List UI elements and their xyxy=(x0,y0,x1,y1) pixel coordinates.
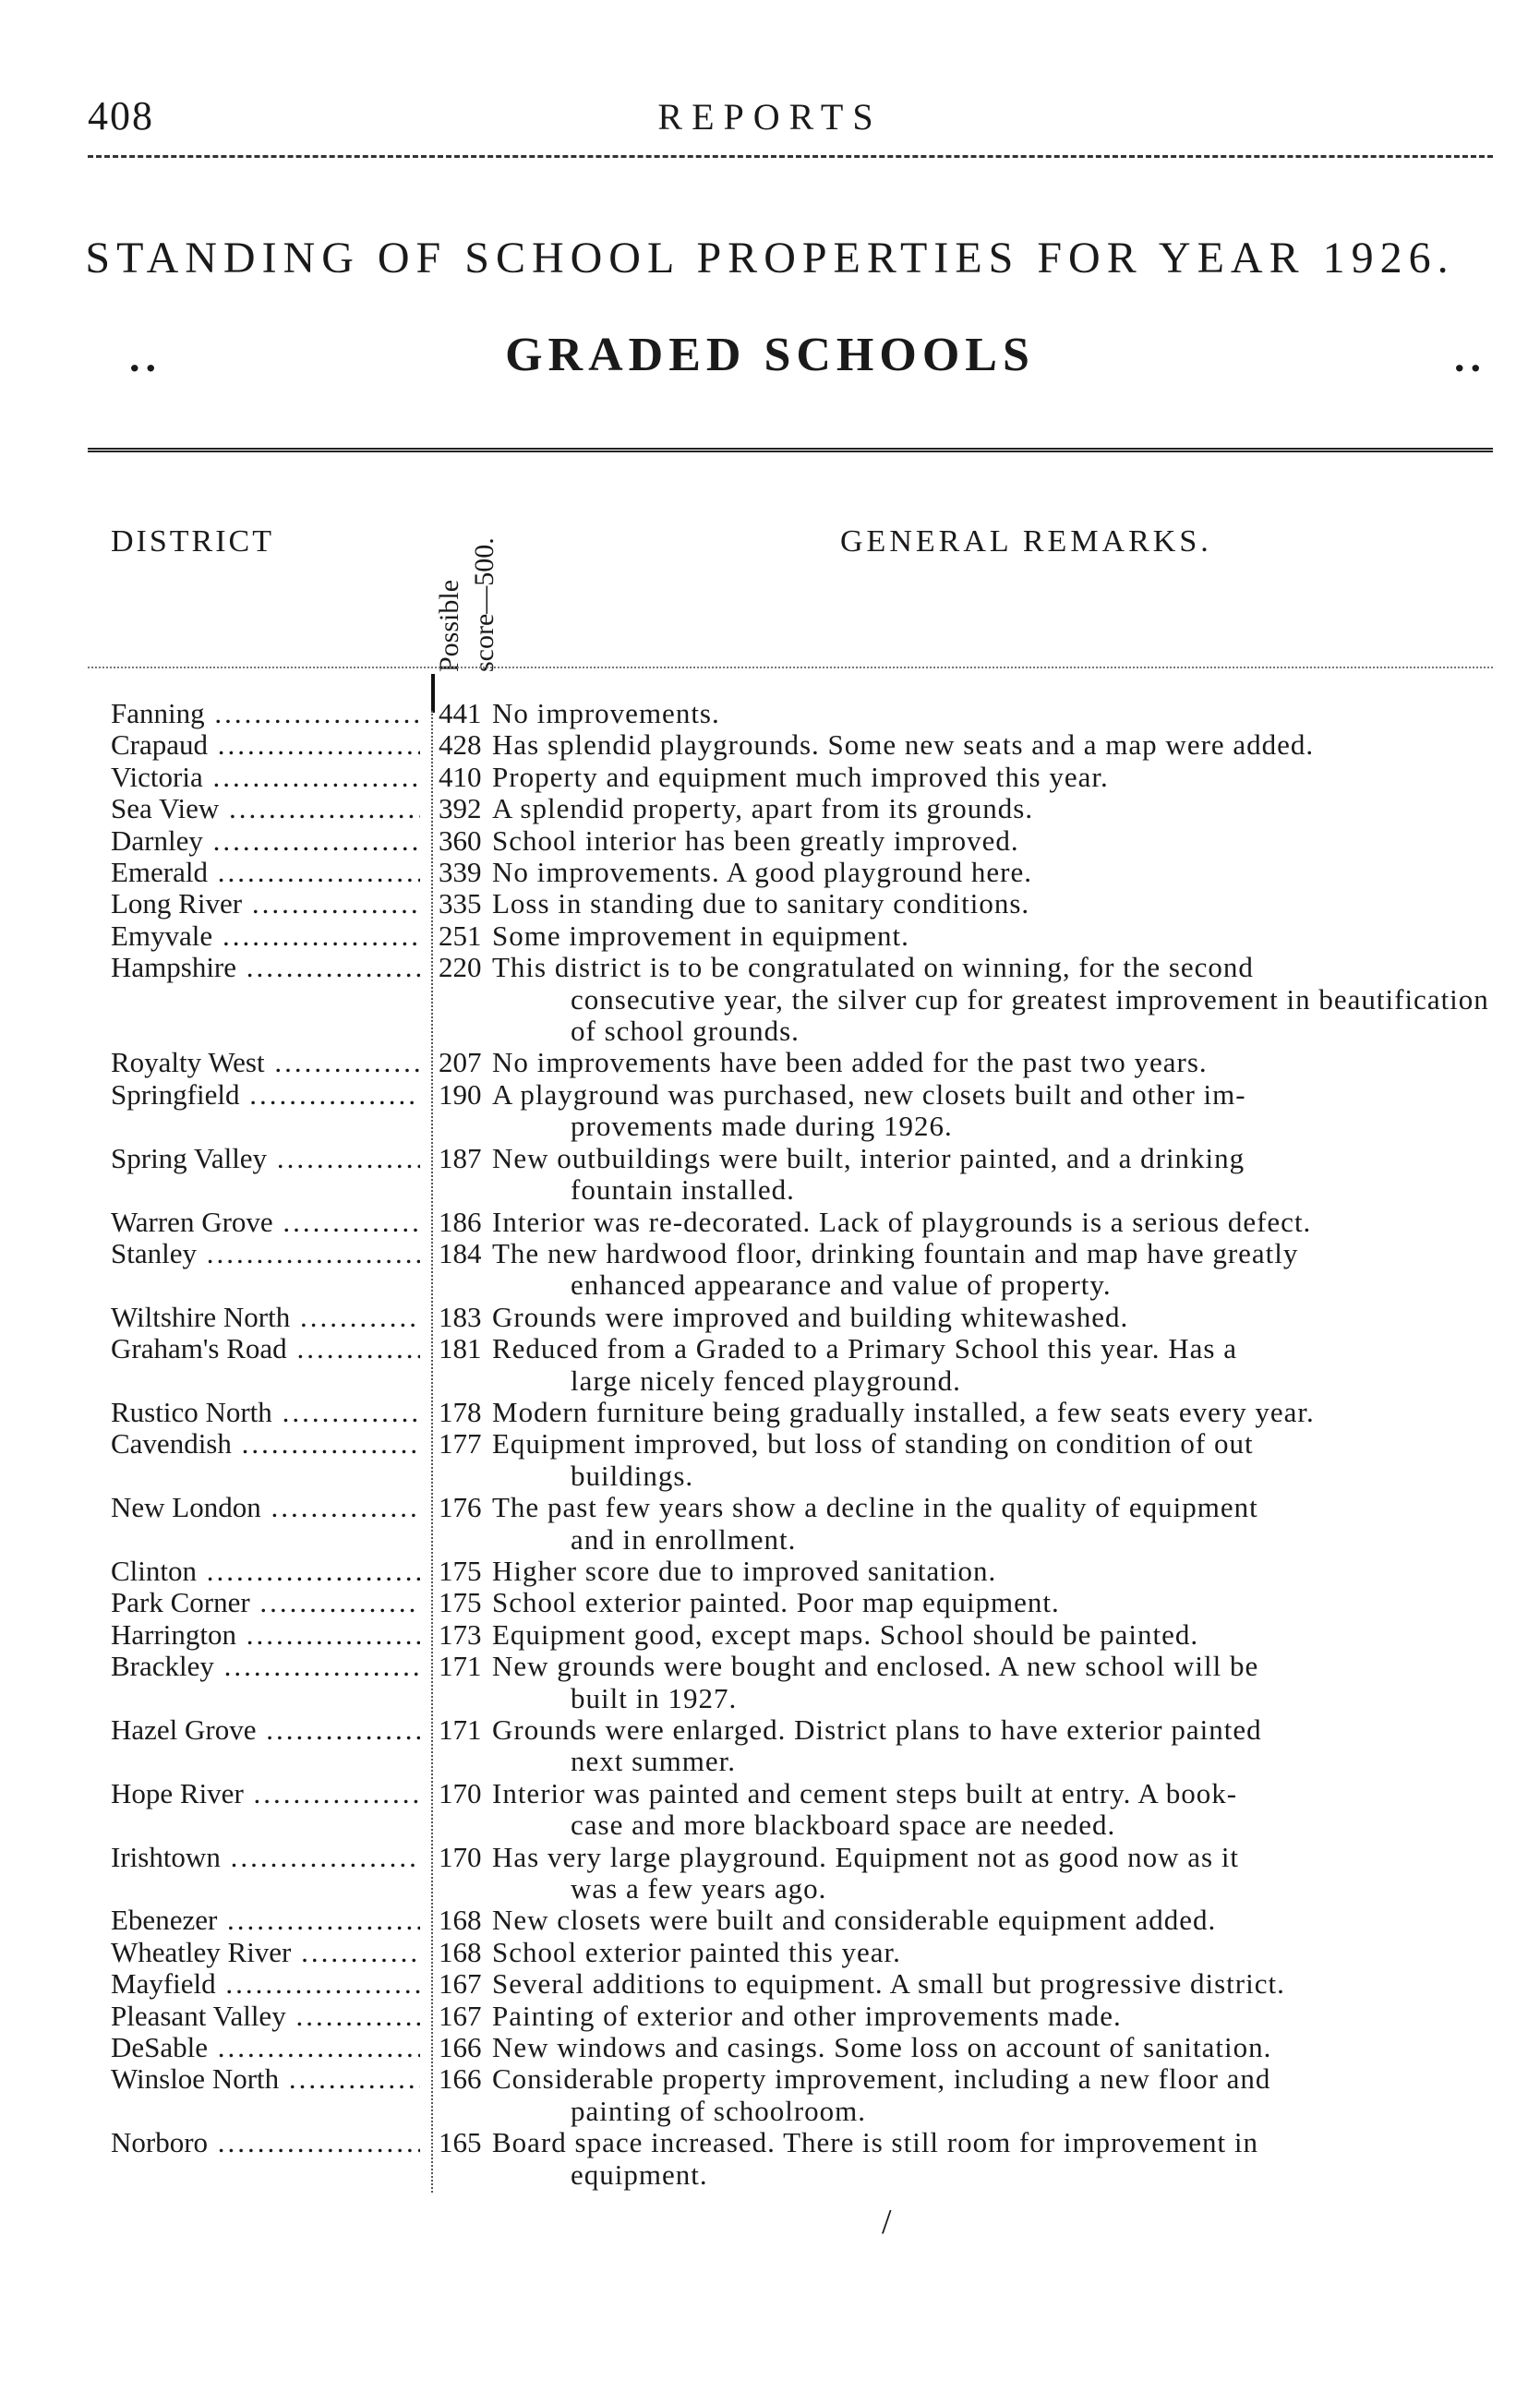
remark-text: No improvements have been added for the past two years. xyxy=(492,1046,1208,1079)
table-row xyxy=(0,1619,1540,1651)
table-row xyxy=(0,2032,1540,2063)
remark-cell xyxy=(492,952,1503,1047)
score-value: 170 xyxy=(439,1776,482,1809)
table-row xyxy=(0,857,1540,888)
table-row xyxy=(0,1047,1540,1078)
remark-cell xyxy=(492,1619,1503,1651)
remark-cell xyxy=(492,1397,1503,1428)
table-row xyxy=(0,2063,1540,2127)
district-name: Brackley ..... xyxy=(0,1651,420,1714)
remark-text: Loss in standing due to sanitary conditions. xyxy=(492,887,1030,920)
district-name: Hazel Grove ..... xyxy=(0,1714,420,1778)
table-row xyxy=(0,825,1540,857)
district-name: Clinton ..... xyxy=(0,1556,420,1587)
score-value: 207 xyxy=(439,1046,482,1079)
column-header-district: DISTRICT xyxy=(111,524,274,559)
remark-cell xyxy=(492,2032,1503,2063)
remark-text: The new hardwood floor, drinking fountain and map have greatly xyxy=(492,1236,1299,1269)
remark-text: Board space increased. There is still room for improvement in xyxy=(492,2126,1259,2159)
score-value: 166 xyxy=(439,2062,482,2096)
district-name: New London ..... xyxy=(0,1492,420,1556)
table-row xyxy=(0,1428,1540,1492)
remark-text: Some improvement in equipment. xyxy=(492,919,909,952)
top-rule xyxy=(88,155,1493,158)
remark-cell xyxy=(492,1047,1503,1078)
score-value: 167 xyxy=(439,1999,482,2032)
district-name: Cavendish ..... xyxy=(0,1428,420,1492)
district-name: Mayfield ..... xyxy=(0,1968,420,2000)
district-name: Graham's Road ..... xyxy=(0,1333,420,1397)
score-value: 335 xyxy=(439,887,482,920)
remark-text: Grounds were improved and building whitewashed. xyxy=(492,1300,1129,1333)
table-row xyxy=(0,1238,1540,1302)
standings-table xyxy=(0,698,1540,2191)
score-value: 171 xyxy=(439,1650,482,1683)
header-rule-top xyxy=(88,448,1493,452)
remark-text: School exterior painted this year. xyxy=(492,1935,901,1968)
score-value: 166 xyxy=(439,2031,482,2064)
page-number: 408 xyxy=(88,93,154,138)
score-header-line2: score—500. xyxy=(469,537,499,672)
remark-cell xyxy=(492,1587,1503,1618)
column-header-score xyxy=(427,517,523,674)
score-header-line1: Possible xyxy=(434,579,464,672)
remark-text: Grounds were enlarged. District plans to have exterior painted xyxy=(492,1713,1262,1746)
score-value: 173 xyxy=(439,1617,482,1651)
score-value: 176 xyxy=(439,1491,482,1524)
remark-text: Interior was re-decorated. Lack of playgrounds is a serious defect. xyxy=(492,1205,1312,1238)
score-value: 184 xyxy=(439,1236,482,1269)
remark-text: A splendid property, apart from its grounds. xyxy=(492,792,1034,825)
left-marks: .. xyxy=(129,333,162,380)
page-title: STANDING OF SCHOOL PROPERTIES FOR YEAR 1926. xyxy=(85,234,1455,282)
remark-cell xyxy=(492,1302,1503,1333)
remark-text: No improvements. A good playground here. xyxy=(492,856,1032,889)
score-value: 251 xyxy=(439,919,482,952)
score-value: 181 xyxy=(439,1332,482,1365)
score-value: 392 xyxy=(439,792,482,825)
remark-text: Equipment improved, but loss of standing on condition of out xyxy=(492,1427,1254,1460)
table-row xyxy=(0,2127,1540,2191)
footer-mark: / xyxy=(882,2203,892,2242)
remark-continuation: equipment. xyxy=(571,2158,708,2191)
remark-continuation: and in enrollment. xyxy=(571,1522,797,1556)
district-name: Spring Valley ..... xyxy=(0,1143,420,1207)
district-name: Park Corner ..... xyxy=(0,1587,420,1618)
remark-cell xyxy=(492,1842,1503,1905)
remark-text: Considerable property improvement, including a new floor and xyxy=(492,2062,1271,2096)
district-name: Hampshire ..... xyxy=(0,952,420,1047)
score-value: 165 xyxy=(439,2126,482,2159)
table-row xyxy=(0,1302,1540,1333)
remark-text: School interior has been greatly improved. xyxy=(492,823,1019,857)
section-heading: GRADED SCHOOLS xyxy=(505,329,1035,381)
remark-cell xyxy=(492,2063,1503,2127)
score-value: 177 xyxy=(439,1427,482,1460)
remark-continuation: was a few years ago. xyxy=(571,1872,827,1905)
remark-text: New outbuildings were built, interior painted, and a drinking xyxy=(492,1141,1245,1174)
table-row xyxy=(0,1556,1540,1587)
score-value: 220 xyxy=(439,951,482,984)
remark-text: No improvements. xyxy=(492,697,720,729)
column-header-remarks: GENERAL REMARKS. xyxy=(840,524,1212,559)
score-value: 190 xyxy=(439,1077,482,1111)
score-value: 171 xyxy=(439,1713,482,1746)
district-name: Warren Grove ..... xyxy=(0,1207,420,1238)
remark-cell xyxy=(492,1937,1503,1968)
score-value: 168 xyxy=(439,1935,482,1968)
district-name: Hope River ..... xyxy=(0,1778,420,1842)
table-row xyxy=(0,1937,1540,1968)
remark-text: New grounds were bought and enclosed. A new school will be xyxy=(492,1650,1259,1683)
table-row xyxy=(0,2001,1540,2032)
district-name: Emerald ..... xyxy=(0,857,420,888)
remark-text: Reduced from a Graded to a Primary School this year. Has a xyxy=(492,1332,1237,1365)
table-row xyxy=(0,1079,1540,1143)
score-value: 441 xyxy=(439,697,482,729)
remark-continuation: case and more blackboard space are needed. xyxy=(571,1809,1116,1842)
remark-cell xyxy=(492,888,1503,920)
district-name: Fanning ..... xyxy=(0,698,420,729)
score-value: 175 xyxy=(439,1554,482,1587)
right-marks: .. xyxy=(1454,333,1486,380)
remark-text: School exterior painted. Poor map equipment. xyxy=(492,1586,1060,1619)
table-row xyxy=(0,729,1540,761)
remark-text: Several additions to equipment. A small but progressive district. xyxy=(492,1967,1285,2001)
remark-text: Property and equipment much improved this year. xyxy=(492,760,1109,793)
district-name: Wheatley River ..... xyxy=(0,1937,420,1968)
remark-cell xyxy=(492,825,1503,857)
remark-cell xyxy=(492,1079,1503,1143)
score-value: 168 xyxy=(439,1904,482,1937)
remark-cell xyxy=(492,1714,1503,1778)
remark-text: A playground was purchased, new closets built and other im- xyxy=(492,1077,1246,1111)
table-row xyxy=(0,1651,1540,1714)
remark-text: Has very large playground. Equipment not as good now as it xyxy=(492,1840,1240,1873)
remark-continuation: provements made during 1926. xyxy=(571,1110,953,1143)
remark-continuation: buildings. xyxy=(571,1459,694,1492)
remark-text: New windows and casings. Some loss on account of sanitation. xyxy=(492,2031,1272,2064)
remark-cell xyxy=(492,1968,1503,2000)
remark-continuation: consecutive year, the silver cup for greatest improvement in beautification of school grounds. xyxy=(571,982,1489,1048)
district-name: Crapaud ..... xyxy=(0,729,420,761)
remark-cell xyxy=(492,793,1503,824)
remark-cell xyxy=(492,1492,1503,1556)
district-name: Harrington ..... xyxy=(0,1619,420,1651)
remark-continuation: large nicely fenced playground. xyxy=(571,1364,961,1397)
remark-text: New closets were built and considerable equipment added. xyxy=(492,1904,1217,1937)
table-row xyxy=(0,1968,1540,2000)
table-row xyxy=(0,1333,1540,1397)
score-value: 183 xyxy=(439,1300,482,1333)
district-name: Royalty West ..... xyxy=(0,1047,420,1078)
district-name: Pleasant Valley ..... xyxy=(0,2001,420,2032)
table-row xyxy=(0,888,1540,920)
table-row xyxy=(0,1587,1540,1618)
score-value: 187 xyxy=(439,1141,482,1174)
remark-continuation: next summer. xyxy=(571,1745,737,1778)
remark-cell xyxy=(492,1905,1503,1936)
table-row xyxy=(0,952,1540,1047)
remark-text: Painting of exterior and other improvements made. xyxy=(492,1999,1122,2032)
score-value: 410 xyxy=(439,760,482,793)
remark-continuation: fountain installed. xyxy=(571,1173,795,1207)
table-row xyxy=(0,1492,1540,1556)
score-value: 167 xyxy=(439,1967,482,2001)
score-value: 428 xyxy=(439,728,482,762)
remark-cell xyxy=(492,1143,1503,1207)
remark-cell xyxy=(492,1207,1503,1238)
remark-cell xyxy=(492,2001,1503,2032)
district-name: Emyvale ..... xyxy=(0,920,420,952)
district-name: Rustico North ..... xyxy=(0,1397,420,1428)
score-value: 186 xyxy=(439,1205,482,1238)
score-value: 170 xyxy=(439,1840,482,1873)
district-name: Sea View ..... xyxy=(0,793,420,824)
table-row xyxy=(0,920,1540,952)
remark-cell xyxy=(492,857,1503,888)
remark-text: This district is to be congratulated on winning, for the second xyxy=(492,951,1254,984)
district-name: Darnley ..... xyxy=(0,825,420,857)
district-name: Wiltshire North ..... xyxy=(0,1302,420,1333)
remark-text: Equipment good, except maps. School should be painted. xyxy=(492,1617,1199,1651)
remark-cell xyxy=(492,1428,1503,1492)
remark-text: The past few years show a decline in the quality of equipment xyxy=(492,1491,1258,1524)
running-head: REPORTS xyxy=(657,96,883,138)
remark-cell xyxy=(492,1333,1503,1397)
remark-continuation: painting of schoolroom. xyxy=(571,2094,867,2127)
table-row xyxy=(0,1905,1540,1936)
table-row xyxy=(0,1714,1540,1778)
table-row xyxy=(0,762,1540,793)
district-name: Irishtown ..... xyxy=(0,1842,420,1905)
remark-cell xyxy=(492,698,1503,729)
remark-text: Has splendid playgrounds. Some new seats and a map were added. xyxy=(492,728,1315,762)
remark-text: Modern furniture being gradually installed, a few seats every year. xyxy=(492,1395,1315,1428)
table-row xyxy=(0,793,1540,824)
table-row xyxy=(0,1778,1540,1842)
remark-text: Interior was painted and cement steps built at entry. A book- xyxy=(492,1776,1238,1809)
header-rule-bottom xyxy=(88,667,1493,668)
remark-cell xyxy=(492,1238,1503,1302)
district-name: Norboro ..... xyxy=(0,2127,420,2191)
table-row xyxy=(0,1143,1540,1207)
remark-cell xyxy=(492,2127,1503,2191)
table-row xyxy=(0,1207,1540,1238)
score-value: 339 xyxy=(439,856,482,889)
district-name: Ebenezer ..... xyxy=(0,1905,420,1936)
remark-continuation: built in 1927. xyxy=(571,1681,738,1714)
remark-cell xyxy=(492,1556,1503,1587)
district-name: Winsloe North ..... xyxy=(0,2063,420,2127)
district-name: Long River ..... xyxy=(0,888,420,920)
score-value: 360 xyxy=(439,823,482,857)
table-row xyxy=(0,1842,1540,1905)
table-row xyxy=(0,1397,1540,1428)
score-value: 175 xyxy=(439,1586,482,1619)
remark-cell xyxy=(492,1778,1503,1842)
district-name: Victoria ..... xyxy=(0,762,420,793)
district-name: DeSable ..... xyxy=(0,2032,420,2063)
remark-cell xyxy=(492,1651,1503,1714)
district-name: Springfield ..... xyxy=(0,1079,420,1143)
score-value: 178 xyxy=(439,1395,482,1428)
remark-cell xyxy=(492,920,1503,952)
remark-cell xyxy=(492,762,1503,793)
remark-continuation: enhanced appearance and value of property. xyxy=(571,1268,1112,1302)
district-name: Stanley ..... xyxy=(0,1238,420,1302)
remark-text: Higher score due to improved sanitation. xyxy=(492,1554,997,1587)
table-row xyxy=(0,698,1540,729)
remark-cell xyxy=(492,729,1503,761)
